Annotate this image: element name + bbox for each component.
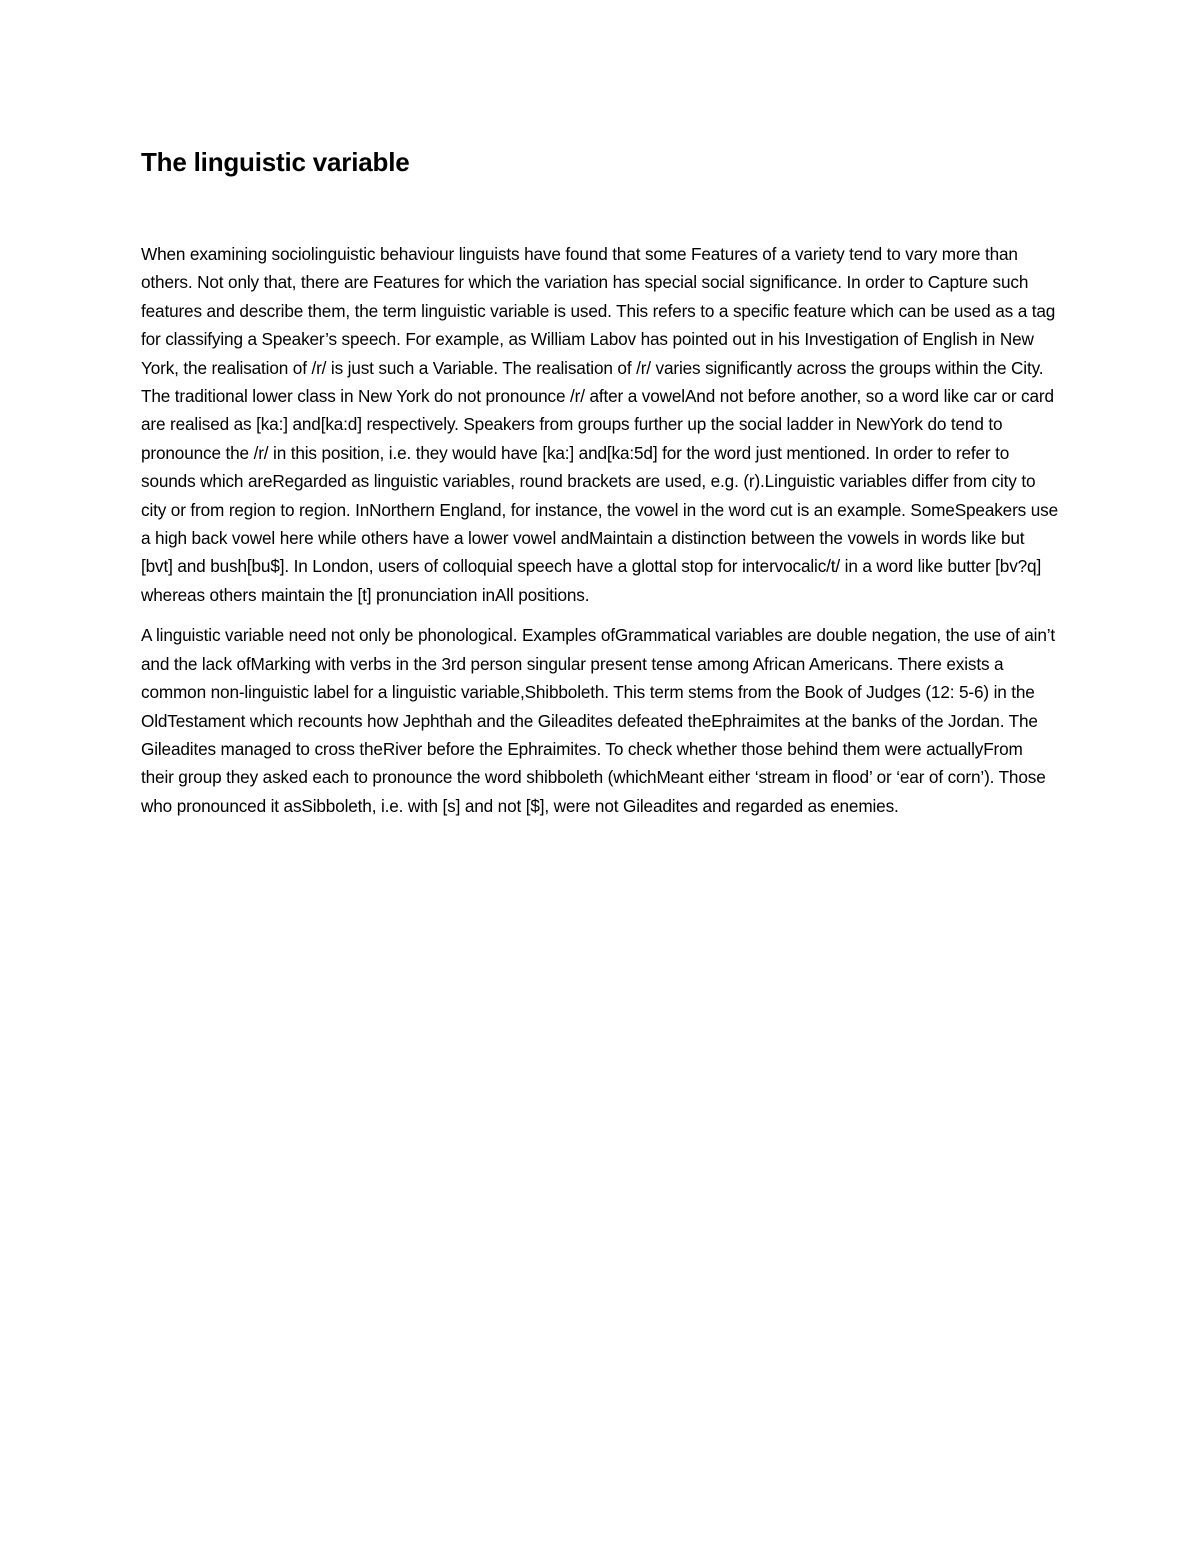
paragraph-1: When examining sociolinguistic behaviour linguists have found that some Features of a variety tend to vary more than others. Not only that, there are Features for which the variation has special social significance. In order to Capture such features and describe them, the term linguistic variable is used. This refers to a specific feature which can be used as a tag for classifying a Speaker’s speech. For example, as William Labov has pointed out in his Investigation of English in New York, the realisation of /r/ is just such a Variable. The realisation of /r/ varies significantly across the groups within the City. The traditional lower class in New York do not pronounce /r/ after a vowelAnd not before another, so a word like car or card are realised as [ka:] and[ka:d] respectively. Speakers from groups further up the social ladder in NewYork do tend to pronounce the /r/ in this position, i.e. they would have [ka:] and[ka:5d] for the word just mentioned. In order to refer to sounds which areRegarded as linguistic variables, round brackets are used, e.g. (r).Linguistic variables differ from city to city or from region to region. InNorthern England, for instance, the vowel in the word cut is an example. SomeSpeakers use a high back vowel here while others have a lower vowel andMaintain a distinction between the vowels in words like but [bvt] and bush[bu$]. In London, users of colloquial speech have a glottal stop for intervocalic/t/ in a word like butter [bv?q] whereas others maintain the [t] pronunciation inAll positions.	[141, 244, 1058, 605]
paragraph-2: A linguistic variable need not only be phonological. Examples ofGrammatical variables are double negation, the use of ain’t and the lack ofMarking with verbs in the 3rd person singular present tense among African Americans. There exists a common non-linguistic label for a linguistic variable,Shibboleth. This term stems from the Book of Judges (12: 5-6) in the OldTestament which recounts how Jephthah and the Gileadites defeated theEphraimites at the banks of the Jordan. The Gileadites managed to cross theRiver before the Ephraimites. To check whether those behind them were actuallyFrom their group they asked each to pronounce the word shibboleth (whichMeant either ‘stream in flood’ or ‘ear of corn’). Those who pronounced it asSibboleth, i.e. with [s] and not [$], were not Gileadites and regarded as enemies.	[141, 625, 1056, 816]
document-content	[141, 140, 1059, 832]
document-body	[141, 240, 1059, 820]
document-title: The linguistic variable	[141, 147, 410, 177]
